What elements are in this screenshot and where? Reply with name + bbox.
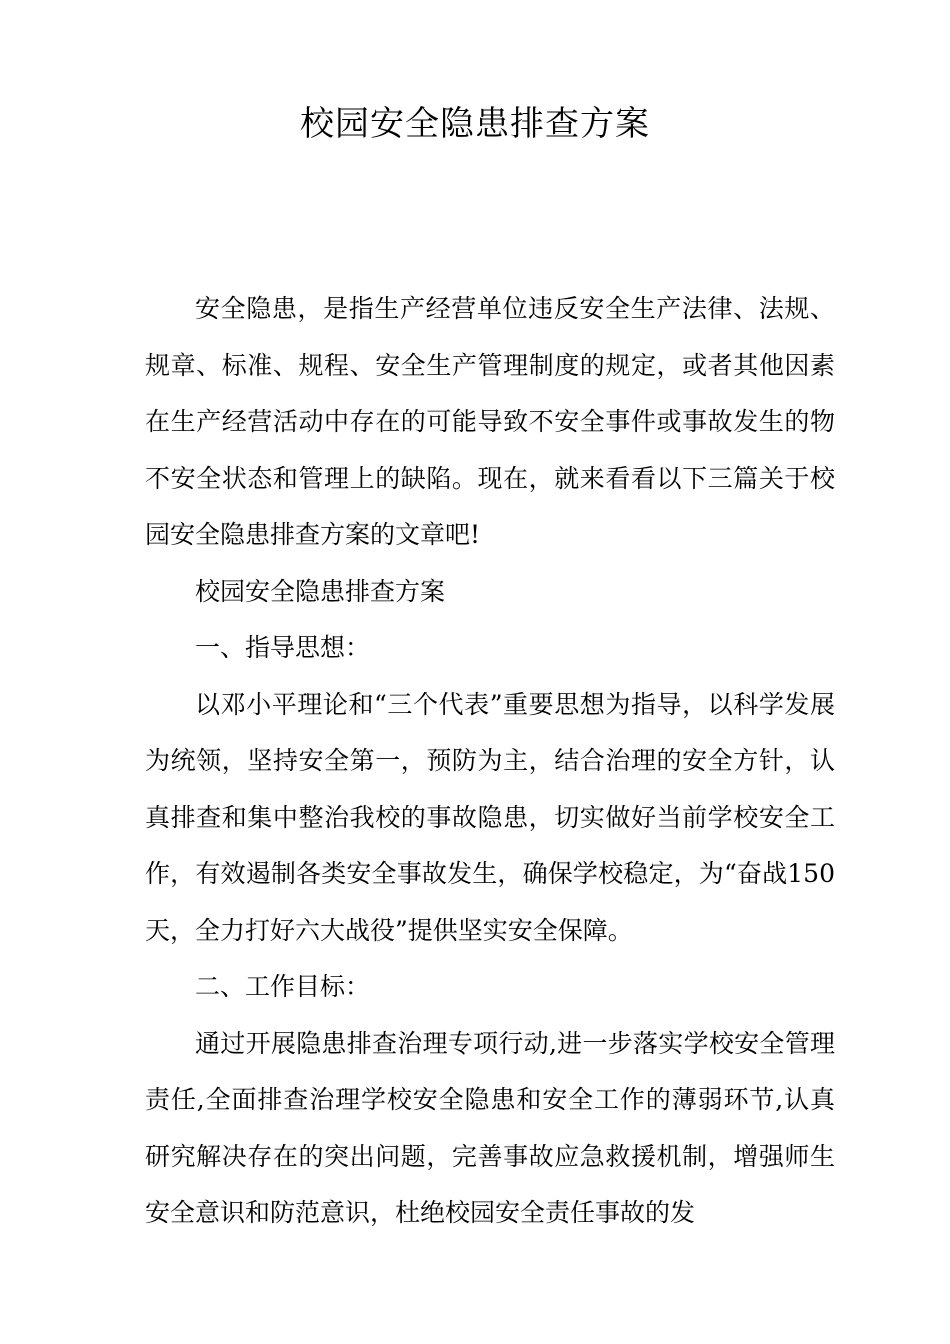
document-title: 校园安全隐患排查方案 — [300, 104, 650, 144]
work-goals-paragraph: 通过开展隐患排查治理专项行动,进一步落实学校安全管理责任,全面排查治理学校安全隐患和安全工作的薄弱环节,认真研究解决存在的突出问题，完善事故应急救援机制，增强师生安全意识和防范意识，杜绝校园安全责任事故的发 — [145, 1028, 835, 1227]
section-heading-plan: 校园安全隐患排查方案 — [195, 576, 446, 606]
document-body — [145, 281, 835, 1242]
guiding-ideology-paragraph: 以邓小平理论和“三个代表”重要思想为指导，以科学发展为统领，坚持安全第一，预防为主，结合治理的安全方针，认真排查和集中整治我校的事故隐患，切实做好当前学校安全工作，有效遏制各类安全事故发生，确保学校稳定，为“奋战150天，全力打好六大战役”提供坚实安全保障。 — [145, 689, 835, 945]
intro-paragraph: 安全隐患，是指生产经营单位违反安全生产法律、法规、规章、标准、规程、安全生产管理制度的规定，或者其他因素在生产经营活动中存在的可能导致不安全事件或事故发生的物不安全状态和管理上的缺陷。现在，就来看看以下三篇关于校园安全隐患排查方案的文章吧! — [145, 294, 835, 549]
section-heading-work-goals: 二、工作目标： — [195, 972, 371, 1001]
section-heading-guiding-ideology: 一、指导思想： — [195, 633, 371, 662]
